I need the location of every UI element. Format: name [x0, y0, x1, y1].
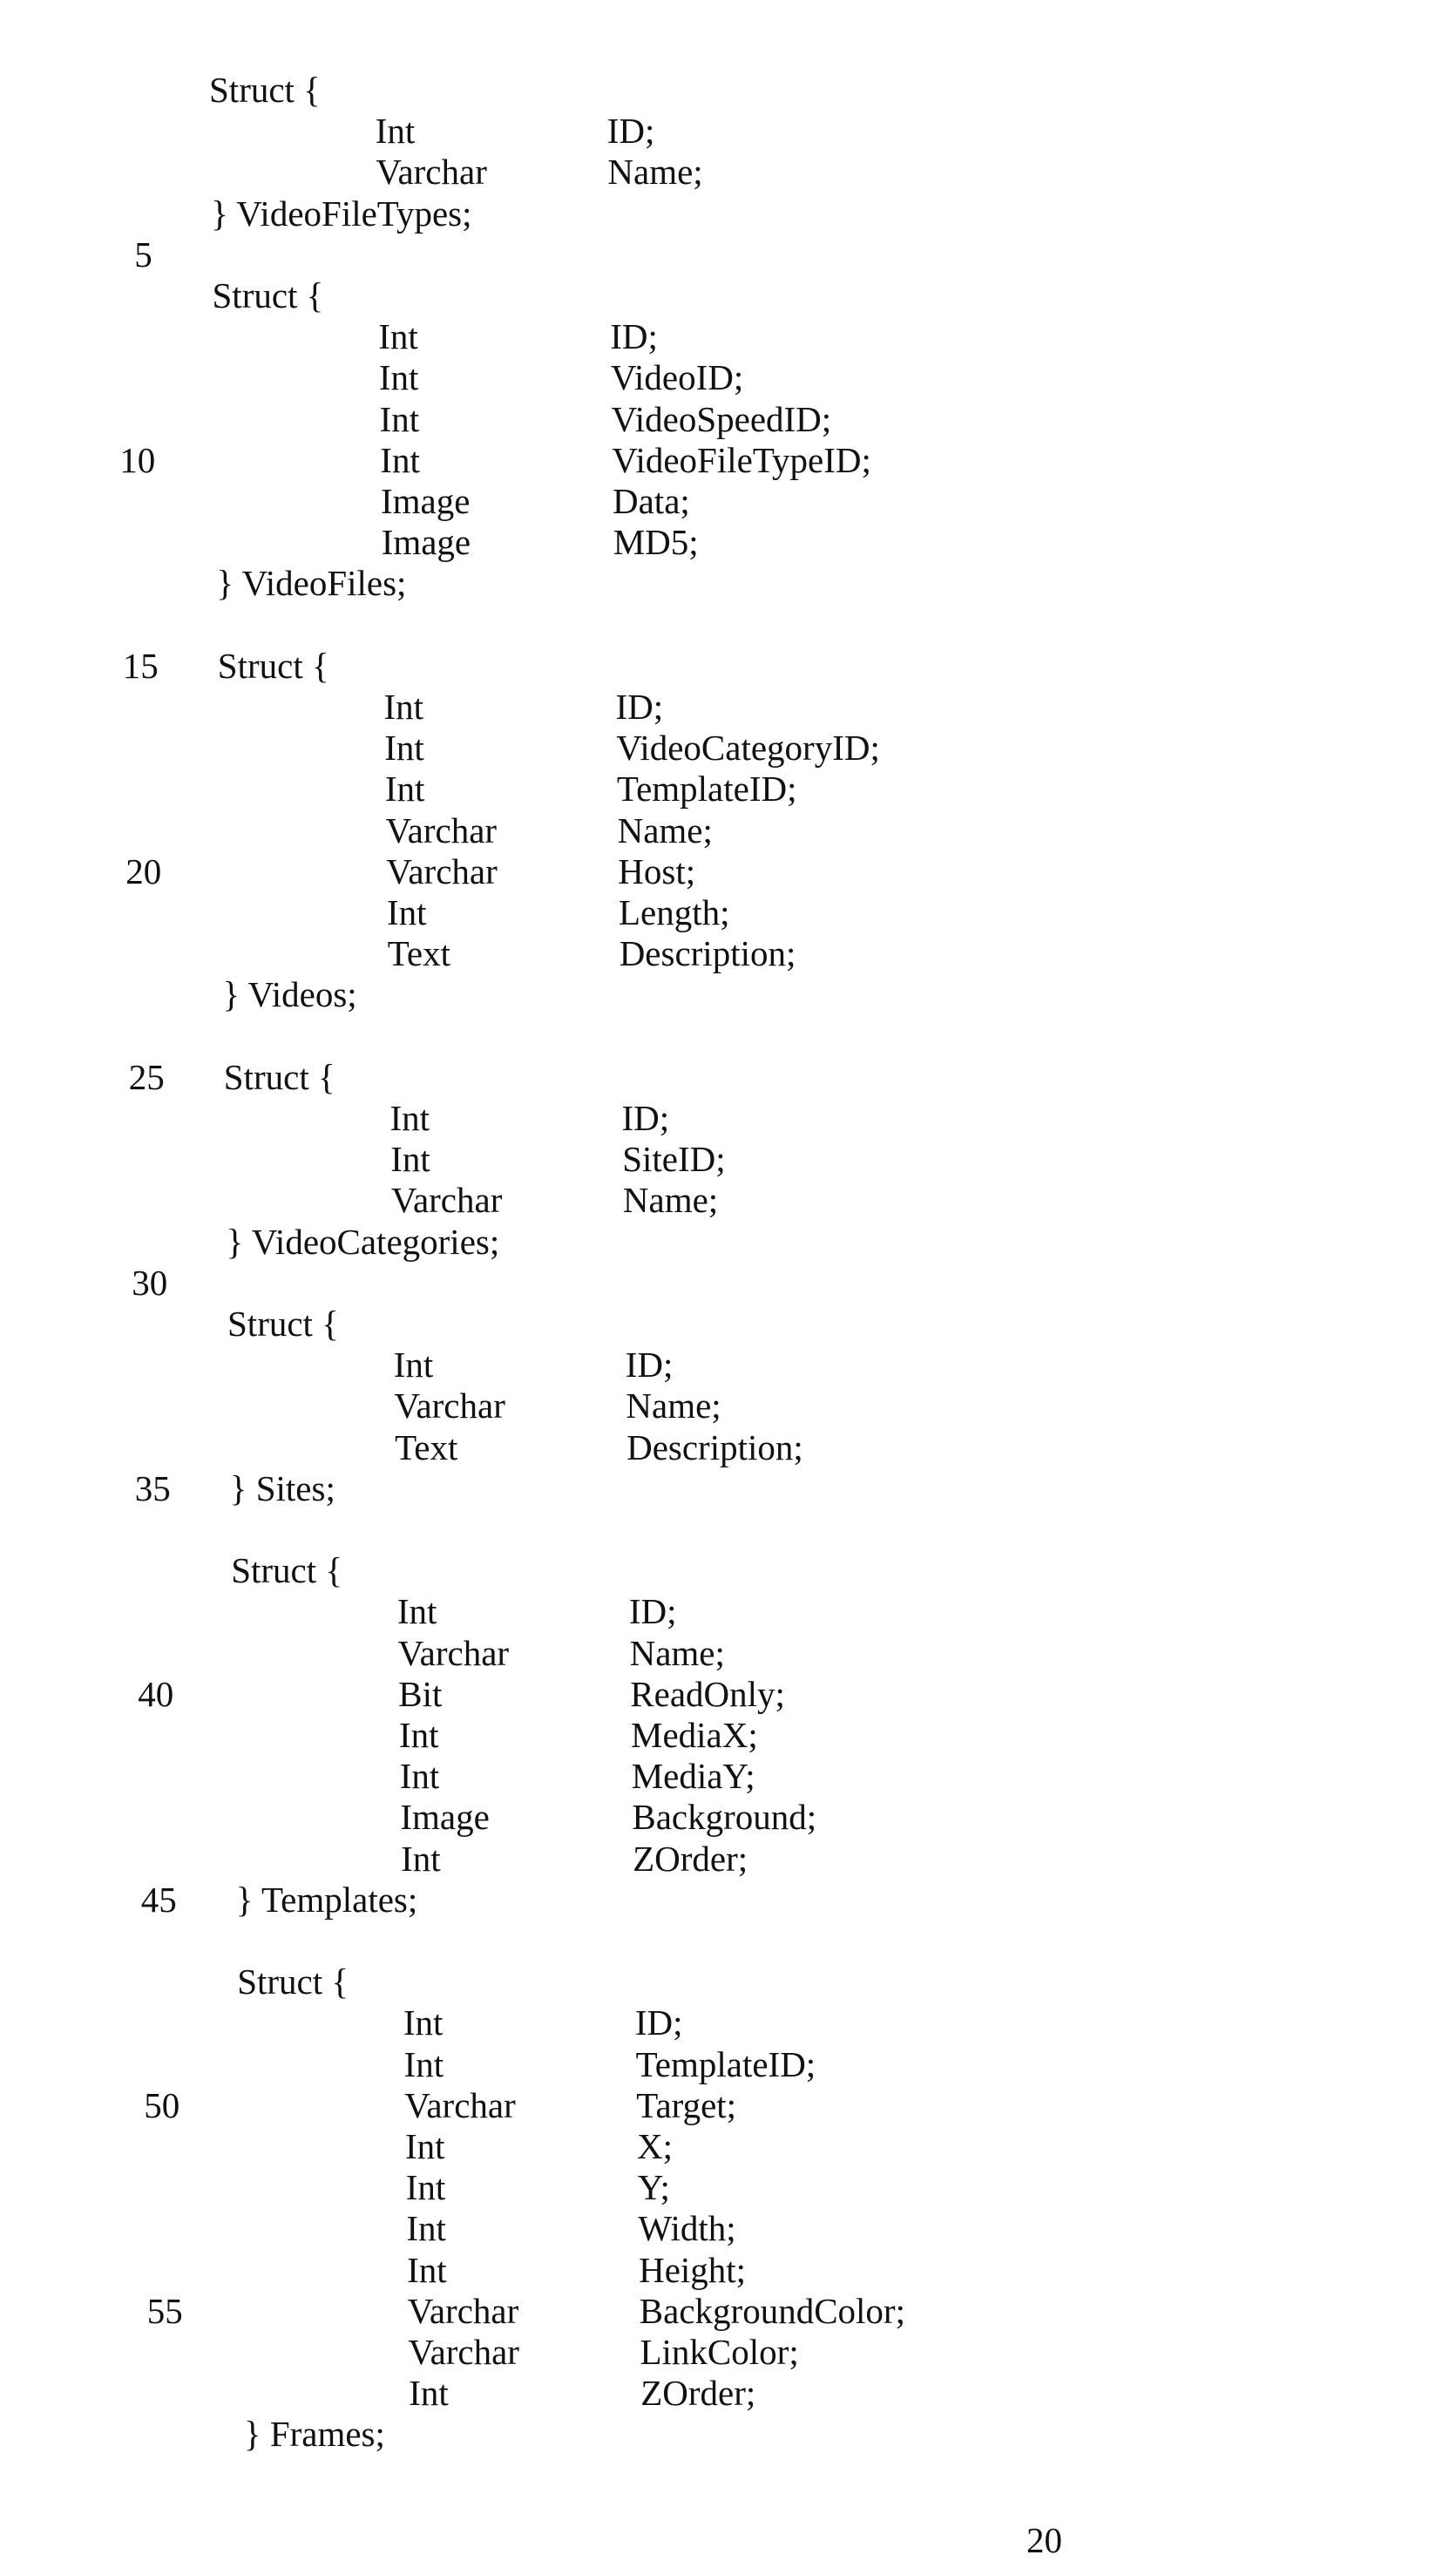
struct-open: Struct { [227, 1304, 339, 1345]
field-type: Text [388, 933, 450, 974]
line-number: 20 [91, 851, 161, 892]
field-type: Image [381, 481, 470, 522]
field-name: ID; [626, 1345, 674, 1386]
field-type: Int [406, 2208, 446, 2249]
field-name: Background; [632, 1797, 816, 1838]
field-name: Width; [638, 2208, 735, 2249]
field-type: Int [390, 1139, 430, 1180]
field-name: ReadOnly; [630, 1674, 785, 1715]
struct-close-name: } VideoCategories; [227, 1222, 500, 1263]
field-type: Int [400, 1756, 440, 1797]
field-name: SiteID; [622, 1139, 725, 1180]
field-name: TemplateID; [636, 2044, 816, 2085]
line-number: 5 [83, 234, 152, 275]
field-type: Varchar [409, 2332, 519, 2373]
field-type: Varchar [391, 1180, 502, 1221]
field-name: MD5; [613, 522, 699, 563]
field-type: Int [384, 687, 424, 728]
field-name: Data; [613, 481, 690, 522]
field-name: ID; [622, 1098, 670, 1139]
field-type: Int [403, 2002, 444, 2043]
field-name: VideoID; [611, 357, 743, 398]
field-type: Int [380, 440, 420, 481]
field-name: Description; [620, 933, 796, 974]
field-type: Int [409, 2373, 449, 2414]
field-name: Name; [607, 152, 702, 193]
struct-close-name: } VideoFiles; [216, 563, 406, 604]
page-number: 20 [1026, 2520, 1062, 2561]
struct-close-name: } Videos; [222, 974, 356, 1015]
struct-open: Struct { [237, 1961, 349, 2002]
struct-close-name: } Templates; [236, 1880, 417, 1921]
field-type: Varchar [408, 2291, 518, 2332]
field-name: Name; [626, 1386, 721, 1426]
field-type: Int [407, 2250, 447, 2291]
field-type: Int [387, 892, 427, 933]
field-type: Varchar [404, 2085, 515, 2126]
field-name: ZOrder; [633, 1839, 748, 1880]
line-number: 55 [113, 2291, 183, 2332]
field-type: Int [401, 1839, 441, 1880]
field-type: Text [395, 1427, 457, 1468]
field-type: Int [376, 111, 416, 152]
field-name: LinkColor; [640, 2332, 799, 2373]
line-number: 25 [95, 1057, 165, 1098]
field-name: MediaX; [631, 1715, 758, 1756]
struct-close-name: } Sites; [230, 1468, 335, 1509]
field-type: Varchar [386, 810, 497, 851]
field-type: Int [378, 316, 418, 357]
field-name: Height; [639, 2250, 746, 2291]
field-type: Varchar [394, 1386, 505, 1426]
field-name: VideoFileTypeID; [612, 440, 871, 481]
field-name: Description; [626, 1427, 803, 1468]
field-name: Host; [618, 851, 695, 892]
struct-open: Struct { [224, 1057, 335, 1098]
field-type: Image [382, 522, 471, 563]
field-type: Int [379, 357, 419, 398]
field-type: Int [384, 728, 424, 769]
field-name: MediaY; [632, 1756, 755, 1797]
field-type: Int [406, 2167, 446, 2208]
field-name: ID; [635, 2002, 683, 2043]
field-type: Varchar [386, 851, 497, 892]
field-type: Int [397, 1591, 437, 1632]
struct-open: Struct { [213, 275, 324, 316]
field-name: Length; [619, 892, 730, 933]
field-name: Y; [638, 2167, 670, 2208]
field-name: X; [637, 2126, 673, 2167]
field-name: VideoSpeedID; [612, 399, 832, 440]
line-number: 50 [110, 2085, 179, 2126]
field-name: Name; [630, 1633, 725, 1674]
struct-open: Struct { [209, 70, 321, 111]
struct-open: Struct { [218, 646, 329, 687]
field-name: ID; [610, 316, 658, 357]
field-type: Int [394, 1345, 434, 1386]
struct-close-name: } Frames; [244, 2414, 385, 2455]
line-number: 40 [104, 1674, 173, 1715]
line-number: 35 [101, 1468, 171, 1509]
field-type: Int [405, 2126, 445, 2167]
field-name: ID; [607, 111, 655, 152]
field-name: Target; [636, 2085, 736, 2126]
struct-close-name: } VideoFileTypes; [211, 193, 471, 234]
field-type: Int [385, 769, 425, 810]
field-name: ID; [629, 1591, 677, 1632]
field-name: Name; [618, 810, 713, 851]
field-type: Int [390, 1098, 430, 1139]
field-type: Int [399, 1715, 439, 1756]
field-name: ZOrder; [640, 2373, 755, 2414]
line-number: 15 [89, 646, 159, 687]
field-type: Int [404, 2044, 444, 2085]
line-number: 30 [98, 1263, 167, 1304]
field-type: Int [380, 399, 420, 440]
field-name: ID; [616, 687, 664, 728]
line-number: 45 [107, 1880, 177, 1921]
field-name: VideoCategoryID; [616, 728, 880, 769]
field-name: TemplateID; [617, 769, 797, 810]
struct-open: Struct { [231, 1550, 342, 1591]
field-name: BackgroundColor; [640, 2291, 905, 2332]
field-type: Varchar [376, 152, 486, 193]
field-name: Name; [623, 1180, 718, 1221]
line-number: 10 [85, 440, 155, 481]
field-type: Varchar [398, 1633, 509, 1674]
field-type: Bit [398, 1674, 442, 1715]
field-type: Image [400, 1797, 489, 1838]
